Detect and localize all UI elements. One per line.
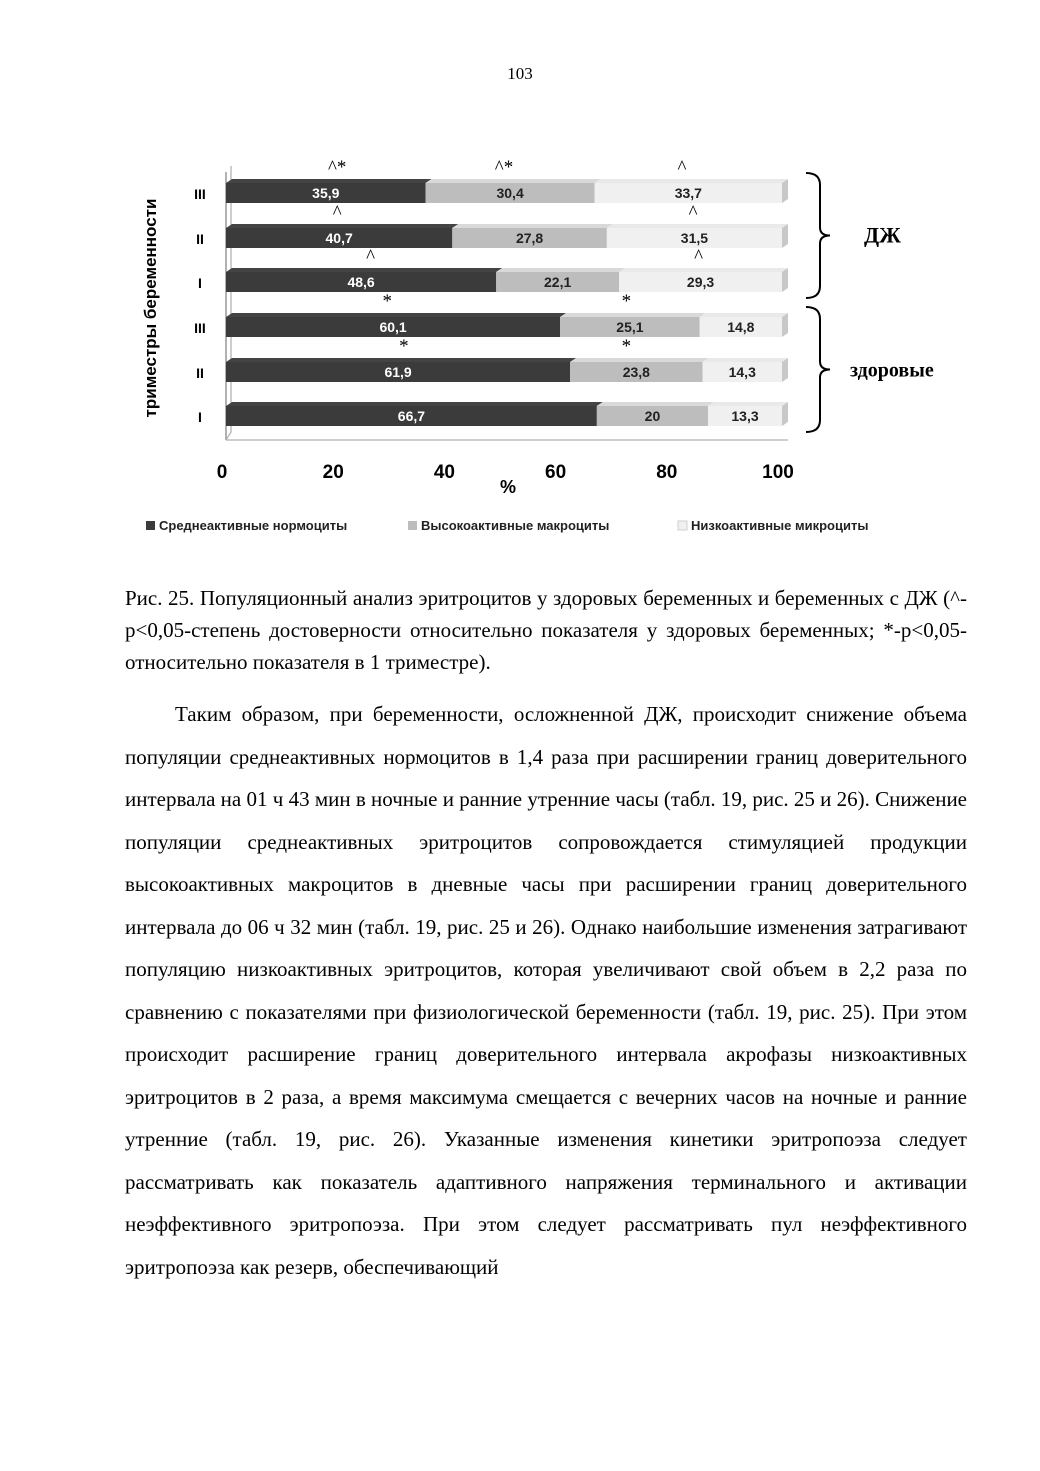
bar-value-label: 66,7 xyxy=(397,408,426,424)
category-label: I xyxy=(198,275,202,291)
stacked-bar-chart xyxy=(130,148,960,548)
legend-swatch xyxy=(678,521,687,530)
bar-side-face xyxy=(782,224,788,248)
legend-entry: Среднеактивные нормоциты xyxy=(159,518,348,533)
bar-top-face xyxy=(597,402,714,406)
bar-value-label: 33,7 xyxy=(674,185,702,201)
significance-marker: * xyxy=(382,291,392,312)
body-text xyxy=(125,693,967,1288)
significance-marker: ^ xyxy=(332,202,342,223)
bar-value-label: 22,1 xyxy=(544,274,572,290)
bar-top-face xyxy=(595,179,788,183)
bar-value-label: 61,9 xyxy=(384,364,412,380)
x-tick-label: 20 xyxy=(322,462,344,483)
bar-value-label: 48,6 xyxy=(347,274,375,290)
x-tick-label: 60 xyxy=(545,462,567,483)
bar-top-face xyxy=(702,358,788,362)
bar-value-label: 13,3 xyxy=(731,408,759,424)
bar-value-label: 14,8 xyxy=(727,319,755,335)
x-tick-label: 40 xyxy=(433,462,455,483)
significance-marker: * xyxy=(621,336,632,357)
bar-top-face xyxy=(607,224,788,228)
bar-top-face xyxy=(708,402,788,406)
legend-swatch xyxy=(146,521,155,530)
x-tick-label: 80 xyxy=(656,462,678,483)
bar-top-face xyxy=(496,268,625,272)
legend-swatch xyxy=(408,521,417,530)
category-label: I xyxy=(198,409,202,425)
bar-value-label: 29,3 xyxy=(686,274,715,290)
bar-top-face xyxy=(226,268,502,272)
legend-entry: Низкоактивные микроциты xyxy=(691,518,869,533)
bar-value-label: 30,4 xyxy=(496,185,524,201)
significance-marker: ^ xyxy=(677,157,687,178)
bar-side-face xyxy=(782,402,788,426)
category-label: III xyxy=(194,186,206,202)
bar-value-label: 31,5 xyxy=(680,230,709,246)
y-axis-title: триместры беременности xyxy=(141,198,160,418)
group-label: здоровые xyxy=(850,359,934,382)
bar-value-label: 35,9 xyxy=(312,185,340,201)
bar-side-face xyxy=(782,179,788,203)
bar-top-face xyxy=(426,179,601,183)
bar-value-label: 27,8 xyxy=(515,230,544,246)
bar-top-face xyxy=(226,313,566,317)
bar-top-face xyxy=(452,224,613,228)
group-brace xyxy=(806,307,830,432)
x-tick-label: 0 xyxy=(216,462,228,483)
bar-value-label: 40,7 xyxy=(325,230,353,246)
bar-top-face xyxy=(570,358,708,362)
significance-marker: ^ xyxy=(366,246,376,267)
bar-value-label: 23,8 xyxy=(622,364,650,380)
legend-entry: Высокоактивные макроциты xyxy=(421,518,610,533)
bar-top-face xyxy=(226,402,603,406)
bar-value-label: 25,1 xyxy=(616,319,644,335)
significance-marker: * xyxy=(399,336,409,357)
significance-marker: ^ xyxy=(688,202,698,223)
x-tick-label: 100 xyxy=(762,462,794,483)
bar-value-label: 60,1 xyxy=(379,319,407,335)
category-label: II xyxy=(196,231,204,247)
bar-side-face xyxy=(782,268,788,292)
bar-value-label: 14,3 xyxy=(728,364,756,380)
significance-marker: ^* xyxy=(327,157,347,178)
page-number: 103 xyxy=(507,64,533,83)
bar-top-face xyxy=(560,313,706,317)
figure-caption: Рис. 25. Популяционный анализ эритроцитов у здоровых беременных и беременных с ДЖ (^-р<0,05-степень достоверности относительно показателя у здоровых беременных; *-р<0,05-относительно показателя в 1 триместре). xyxy=(125,586,967,674)
group-brace xyxy=(806,173,830,298)
bar-top-face xyxy=(226,224,458,228)
body-paragraph: Таким образом, при беременности, осложненной ДЖ, происходит снижение объема популяции среднеактивных нормоцитов в 1,4 раза при расширении границ доверительного интервала на 01 ч 43 мин в ночные и ранние утренние часы (табл. 19, рис. 25 и 26). Снижение популяции среднеактивных эритроцитов сопровождается стимуляцией продукции высокоактивных макроцитов в дневные часы при расширении границ доверительного интервала до 06 ч 32 мин (табл. 19, рис. 25 и 26). Однако наибольшие изменения затрагивают популяцию низкоактивных эритроцитов, которая увеличивают свой объем в 2,2 раза по сравнению с показателями при физиологической беременности (табл. 19, рис. 25). При этом происходит расширение границ доверительного интервала акрофазы низкоактивных эритроцитов в 2 раза, а время максимума смещается с вечерних часов на ночные и ранние утренние (табл. 19, рис. 26). Указанные изменения кинетики эритропоэза следует рассматривать как показатель адаптивного напряжения терминального и активации неэффективного эритропоэза. При этом следует рассматривать пул неэффективного эритропоэза как резерв, обеспечивающий xyxy=(125,702,967,1279)
group-label: ДЖ xyxy=(864,222,901,248)
category-label: III xyxy=(194,320,206,336)
bar-top-face xyxy=(226,358,576,362)
significance-marker: * xyxy=(621,291,632,312)
bar-value-label: 20 xyxy=(644,408,661,424)
bar-top-face xyxy=(700,313,788,317)
bar-side-face xyxy=(782,313,788,337)
category-label: II xyxy=(196,365,204,381)
bar-top-face xyxy=(619,268,788,272)
bar-top-face xyxy=(226,179,432,183)
x-axis-title: % xyxy=(499,477,517,497)
significance-marker: ^ xyxy=(694,246,704,267)
bar-side-face xyxy=(782,358,788,382)
significance-marker: ^* xyxy=(494,157,514,178)
